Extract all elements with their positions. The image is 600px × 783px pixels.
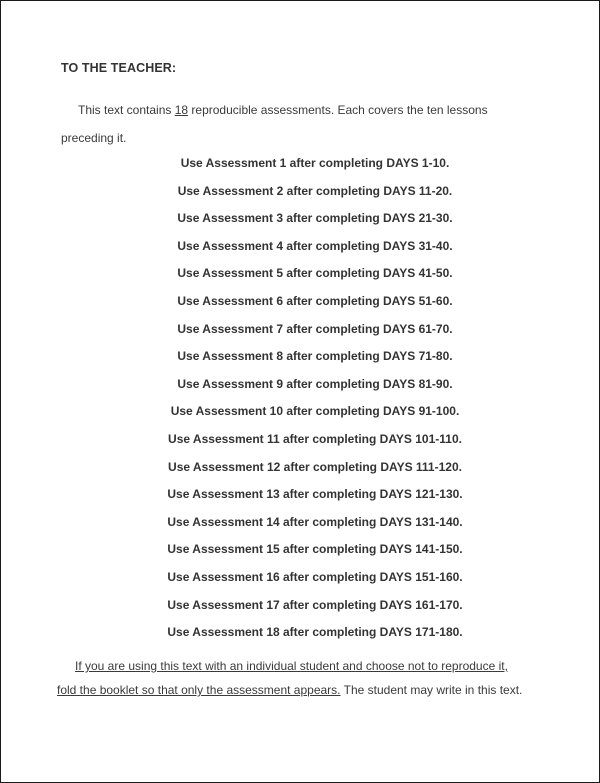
intro-paragraph bbox=[61, 96, 541, 152]
assessment-schedule-list bbox=[0, 150, 600, 647]
schedule-item: Use Assessment 12 after completing DAYS 111-120. bbox=[168, 459, 462, 474]
closing-underlined-line2: fold the booklet so that only the assessment appears. bbox=[57, 683, 341, 697]
schedule-item: Use Assessment 5 after completing DAYS 41-50. bbox=[177, 266, 453, 281]
schedule-item: Use Assessment 15 after completing DAYS 141-150. bbox=[167, 542, 463, 557]
closing-tail: The student may write in this text. bbox=[340, 683, 523, 697]
schedule-item: Use Assessment 4 after completing DAYS 31-40. bbox=[177, 238, 453, 253]
closing-paragraph bbox=[57, 654, 557, 702]
schedule-item: Use Assessment 1 after completing DAYS 1-10. bbox=[180, 156, 450, 170]
schedule-item: Use Assessment 7 after completing DAYS 61-70. bbox=[177, 321, 453, 336]
schedule-item: Use Assessment 9 after completing DAYS 81-90. bbox=[177, 376, 453, 391]
schedule-item: Use Assessment 14 after completing DAYS 131-140. bbox=[167, 514, 463, 529]
schedule-item: Use Assessment 16 after completing DAYS 151-160. bbox=[167, 569, 463, 584]
schedule-item: Use Assessment 6 after completing DAYS 51-60. bbox=[177, 293, 453, 308]
schedule-item: Use Assessment 17 after completing DAYS 161-170. bbox=[167, 597, 463, 612]
assessment-count: 18 bbox=[174, 103, 189, 117]
schedule-item: Use Assessment 13 after completing DAYS 121-130. bbox=[167, 487, 463, 502]
schedule-item: Use Assessment 8 after completing DAYS 71-80. bbox=[177, 349, 453, 364]
page-heading: TO THE TEACHER: bbox=[61, 61, 177, 75]
intro-text-start: This text contains bbox=[78, 103, 175, 117]
closing-underlined-line1: If you are using this text with an individual student and choose not to reproduce it, bbox=[75, 659, 508, 673]
schedule-item: Use Assessment 2 after completing DAYS 11-20. bbox=[177, 183, 453, 198]
schedule-item: Use Assessment 18 after completing DAYS 171-180. bbox=[167, 625, 463, 640]
intro-text-end: reproducible assessments. Each covers the ten lessons bbox=[188, 103, 488, 117]
intro-text-line2: preceding it. bbox=[61, 131, 127, 145]
schedule-item: Use Assessment 10 after completing DAYS 91-100. bbox=[170, 404, 460, 419]
schedule-item: Use Assessment 11 after completing DAYS 101-110. bbox=[168, 431, 462, 446]
schedule-item: Use Assessment 3 after completing DAYS 21-30. bbox=[177, 211, 453, 226]
